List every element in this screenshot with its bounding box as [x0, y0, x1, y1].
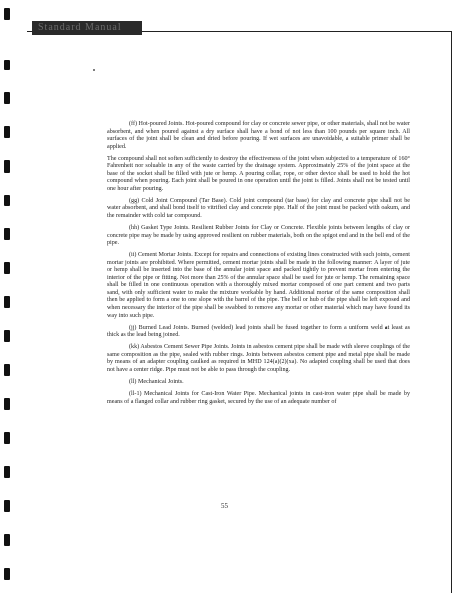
paragraph-asbestos-cement-joints: (kk) Asbestos Cement Sewer Pipe Joints. Joints in asbestos cement pipe shall be made with sleeve couplings of the same composition as the pipe, sealed with rubber rings. Joints between asbestos cement pipe and metal pipe shall be made by means of an adapter coupling caulked as required in MHD 124(a)(2)(xa). No adapted coupling shall be used that does not have a center ridge. Pipe must not be able to pass through the coupling. — [107, 344, 410, 373]
paragraph-compound-softening: The compound shall not soften sufficiently to destroy the effectiveness of the joint when subjected to a temperature of 160° Fahrenheit nor soluable in any of the waste carried by the drainage system. Approximately 25% of the joint space at the base of the socket shall be filled with jute or hemp. A pouring collar, rope, or other device shall be used to hold the hot compound when pouring. Each joint shall be poured in one operation until the joint is filled. Joints shall not be tested until one hour after pouring. — [107, 155, 410, 192]
paragraph-cold-joint-compound: (gg) Cold Joint Compound (Tar Base). Cold joint compound (tar base) for clay and concrete pipe shall not be water absorbent, and shall bond itself to vitrified clay and concrete pipe. Half of the joint must be packed with oakum, and the remainder with cold tar compound. — [107, 197, 410, 220]
page-number: 55 — [221, 502, 228, 510]
paragraph-cast-iron-mechanical-joints: (ll-1) Mechanical Joints for Cast-Iron Water Pipe. Mechanical joints in cast-iron water pipe shall be made by means of a flanged collar and rubber ring gasket, secured by the use of an adequate number of — [107, 390, 410, 405]
page-frame-right — [451, 31, 452, 593]
header-banner — [32, 21, 142, 35]
paragraph-burned-lead-joints: (jj) Burned Lead Joints. Burned (welded) lead joints shall be fused together to form a uniform weld at least as thick as the lead being joined. — [107, 324, 410, 339]
paragraph-cement-mortar-joints: (ii) Cement Mortar Joints. Except for repairs and connections of existing lines constructed with such joints, cement mortar joints are prohibited. Where permitted, cement mortar joints shall be made in the following manner: A layer of jute or hemp shall be inserted into the base of the annular joint space and packed tightly to prevent mortar from entering the interior of the pipe or fitting. Not more than 25% of the annular space shall be used for jute or hemp. The remaining space shall be filled in one continuous operation with a thoroughly mixed mortar composed of one part cement and two parts sand, with only sufficient water to make the mixture workable by hand. Additional mortar of the same composition shall then be applied to form a one to one slope with the barrel of the pipe. The bell or hub of the pipe shall be left exposed and when necessary the interior of the pipe shall be swabbed to remove any mortar or other material which may have found its way into such pipe. — [107, 252, 410, 319]
paragraph-gasket-type-joints: (hh) Gasket Type Joints. Resilient Rubber Joints for Clay or Concrete. Flexible joints between lengths of clay or concrete pipe may be made by using approved resilient on rubber materials, both on the spigot end and in the bell end of the pipe. — [107, 225, 410, 247]
paragraph-hot-poured-joints: (ff) Hot-poured Joints. Hot-poured compound for clay or concrete sewer pipe, or other materials, shall not be water absorbent, and when poured against a dry surface shall have a bond of not less than 100 pounds per square inch. All surfaces of the joint shall be clean and dried before pouring. If wet surfaces are unavoidable, a suitable primer shall be applied. — [107, 121, 410, 150]
document-body — [107, 121, 410, 411]
binder-holes — [4, 0, 12, 599]
paragraph-mechanical-joints: (ll) Mechanical Joints. — [129, 378, 184, 385]
page-speck — [93, 69, 95, 71]
header-label: Standard Manual — [38, 22, 122, 33]
